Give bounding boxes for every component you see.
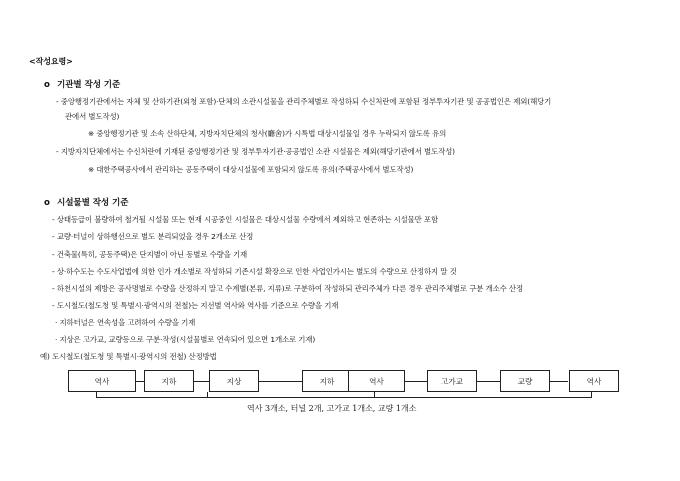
guide-header: <작성요령> <box>29 57 73 66</box>
diagram-box-underground: 지하 <box>144 370 194 392</box>
bracket-tick <box>374 392 375 398</box>
section1-title <box>44 80 120 90</box>
section2-bullet: o <box>44 198 50 208</box>
section1-bullet: o <box>44 80 50 90</box>
section1-item: - 중앙행정기관에서는 자체 및 산하기관(외청 포함)·단체의 소관시설물을 관리주체별로 작성하되 수신처란에 포함된 정부투자기관 및 공공법인은 제외(해당기 <box>56 97 552 106</box>
section1-note: ※ 대한주택공사에서 관리하는 공동주택이 대상시설물에 포함되지 않도록 유의(주택공사에서 별도작성) <box>88 165 414 174</box>
section2-title <box>44 198 128 208</box>
section1-item: - 지방자치단체에서는 수신처란에 기재된 중앙행정기관 및 정부투자기관·공공법인 소관 시설물은 제외(해당기관에서 별도작성) <box>56 147 455 156</box>
section2-item: - 교량·터널이 상하행선으로 별도 분리되었을 경우 2개소로 산정 <box>52 232 254 241</box>
example-label: 예) 도시철도(철도청 및 특별시·광역시의 전철) 산정방법 <box>40 352 217 361</box>
section2-subitem: · 지하터널은 연속성을 고려하여 수량을 기재 <box>55 318 196 327</box>
diagram-box-station: 역사 <box>569 370 619 392</box>
bracket-tick <box>207 392 208 398</box>
section2-subitem: · 지상은 고가교, 교량등으로 구분·작성(시설물별로 연속되어 있으면 1개소로 기재) <box>55 335 316 344</box>
section2-item: - 상태등급이 불량하여 철거될 시설물 또는 현재 시공중인 시설물은 대상시설물 수량에서 제외하고 현존하는 시설물만 포함 <box>52 215 439 224</box>
bracket-bottom-line <box>96 397 591 398</box>
section2-item: - 상·하수도는 수도사업법에 의한 인가 개소별로 작성하되 기존시설 확장으로 인한 사업인가시는 별도의 수량으로 산정하지 말 것 <box>52 267 457 276</box>
bracket-tick <box>591 392 592 398</box>
diagram-box-ground: 지상 <box>209 370 259 392</box>
diagram-box-station: 역사 <box>348 370 405 392</box>
section1-note: ※ 중앙행정기관 및 소속 산하단체, 지방자치단체의 청사(廳舍)가 시특법 대상시설물일 경우 누락되지 않도록 유의 <box>88 129 447 138</box>
diagram-box-station: 역사 <box>68 370 136 392</box>
bracket-tick <box>96 392 97 398</box>
section2-item: - 건축물(특히, 공동주택)은 단지별이 아닌 동별로 수량을 기재 <box>52 250 248 259</box>
diagram-box-bridge: 교량 <box>500 370 550 392</box>
section1-item: 관에서 별도작성) <box>65 112 120 121</box>
section2-item: - 도시철도(철도청 및 특별시·광역시의 전철)는 지선별 역사와 역사를 기준으로 수량을 기재 <box>52 301 339 310</box>
diagram-box-underground: 지하 <box>302 370 352 392</box>
diagram-box-viaduct: 고가교 <box>427 370 477 392</box>
diagram-caption: 역사 3개소, 터널 2개, 고가교 1개소, 교량 1개소 <box>247 404 417 413</box>
section1-title-text: 기관별 작성 기준 <box>57 80 121 90</box>
section2-item: - 하천시설의 제방은 공사명별로 수량을 산정하지 말고 수계별(본류, 지류)로 구분하여 작성하되 관리주체가 다른 경우 관리주체별로 구분 개소수 산정 <box>52 284 523 293</box>
section2-title-text: 시설물별 작성 기준 <box>57 198 129 208</box>
